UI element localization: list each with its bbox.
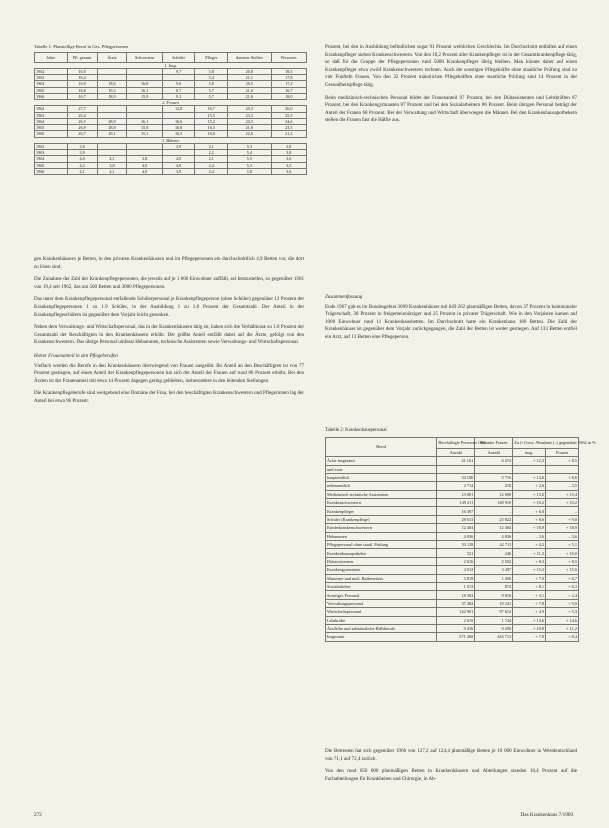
- table-cell: 18,9: [97, 93, 127, 99]
- table-cell: 2,2: [195, 150, 228, 156]
- table-cell: [475, 465, 513, 473]
- table-cell: Schüler (Krankenpflege): [326, 515, 437, 523]
- table-cell: 34 180: [437, 473, 475, 481]
- table-cell: Sozialarbeiter: [326, 583, 437, 591]
- table-cell: 2 616: [437, 557, 475, 565]
- right-column-summary: [325, 288, 577, 347]
- table-cell: + 8,5: [546, 557, 579, 565]
- table-cell: Wirtschaftspersonal: [326, 608, 437, 616]
- table-cell: hauptamtlich: [326, 473, 437, 481]
- table-cell: + 2,6: [513, 482, 546, 490]
- table-cell: Krankenschwestern: [326, 499, 437, 507]
- table-cell: 18,6: [97, 81, 127, 87]
- table-cell: + 6,8: [513, 507, 546, 515]
- table-cell: 13 081: [437, 490, 475, 498]
- table-cell: 25 822: [475, 515, 513, 523]
- table-cell: 2,1: [195, 156, 228, 162]
- paragraph: Vielfach werden die Berufe in den Krankenhäusern überwiegend von Frauen ausgeübt. Ihr Anteil an den Beschäftigten ist von 77 Prozent gestiegen, auf einen Anteil der Krankenpflegepersonen hat sich der Anteil der Frauen auf rund 86 Prozent erhöht. Bei den Ärzten ist der Frauenanteil mit etwa 14 Prozent dagegen gering geblieben, insbesondere in den leitenden Stellungen.: [34, 362, 304, 384]
- table-cell: nebenamtlich: [326, 482, 437, 490]
- table-cell: 16,8: [162, 125, 195, 131]
- table-cell: 16,5: [162, 131, 195, 137]
- table-cell: Krankenpfleger: [326, 507, 437, 515]
- table-cell: 5,4: [228, 150, 272, 156]
- table-cell: + 5,1: [546, 541, 579, 549]
- paragraph: Beim medizinisch-technischen Personal bildet der Frauenanteil 97 Prozent, bei den Diätassistenten und Lehrkräften 87 Prozent, bei den Krankengymnasten 87 Prozent und bei den Sozialarbeitern 86 Prozent. Beim übrigen Personal beträgt der Anteil der Frauen 68 Prozent. Bei der Verwaltung und Wirtschaft überwiegen die Männer. Bei den Krankenhausapothekern stellen die Frauen fast die Hälfte aus.: [325, 94, 577, 124]
- table-cell: Kinderkrankenschwestern: [326, 524, 437, 532]
- table-cell: 1 013: [437, 583, 475, 591]
- table-cell: 4,1: [97, 168, 127, 174]
- table-cell: – 3,6: [546, 532, 579, 540]
- table-cell: 42 711: [475, 541, 513, 549]
- table-cell: 1963: [35, 112, 68, 118]
- table-1-header-cell: Ärzte: [97, 52, 127, 62]
- table-cell: und zwar: [326, 465, 437, 473]
- table-cell: Insgesamt: [326, 633, 437, 641]
- section-heading: Hoher Frauenanteil in den Pflegeberufen: [34, 352, 118, 359]
- table-cell: 3,6: [271, 156, 306, 162]
- table-row: [326, 566, 579, 574]
- table-cell: 6 213: [475, 457, 513, 465]
- table-row: [326, 541, 579, 549]
- table-cell: [546, 465, 579, 473]
- table-cell: + 8,5: [546, 457, 579, 465]
- table-cell: + 7,0: [513, 574, 546, 582]
- table-cell: + 18,9: [513, 524, 546, 532]
- table-cell: 23,5: [228, 118, 272, 124]
- table-cell: 1 744: [475, 616, 513, 624]
- table-cell: + 13,6: [513, 616, 546, 624]
- paragraph: Das unter dem Krankenpflegepersonal entfallende Schülerpersonal je Krankenpflegeperson (ohne Schüler) gegenüber 12 Prozent der Krankenpflegepersonen 1 zu 1.9 Schüler, in der Ausbildung 1 zu 1.8 Prozent der Gesamtzahl. Der Anteil in der Krankenpflegeschülern ist gegenüber dem Vorjahr leicht gesunken.: [34, 296, 304, 318]
- table-cell: 18 302: [437, 591, 475, 599]
- table-cell: 218: [475, 482, 513, 490]
- table-cell: 15,5: [195, 112, 228, 118]
- table-cell: 17,2: [271, 81, 306, 87]
- table-cell: 4,0: [127, 162, 162, 168]
- table-cell: 3,6: [271, 168, 306, 174]
- left-column: [34, 256, 304, 411]
- table-cell: Krankengymnasten: [326, 566, 437, 574]
- table-cell: 15,9: [127, 93, 162, 99]
- table-row: [326, 574, 579, 582]
- table-cell: 26,4: [67, 112, 97, 118]
- table-cell: 27,7: [67, 106, 97, 112]
- table-cell: 1966: [35, 93, 68, 99]
- table-cell: + 2,4: [546, 591, 579, 599]
- table-cell: 26,7: [67, 131, 97, 137]
- table-cell: 12 690: [475, 490, 513, 498]
- table-cell: – 3,6: [513, 532, 546, 540]
- section-heading: Zusammenfassung: [325, 294, 363, 300]
- table-cell: 16,7: [271, 87, 306, 93]
- table-cell: 18,5: [271, 68, 306, 74]
- table-cell: 142 901: [437, 608, 475, 616]
- table-cell: 1964: [35, 118, 68, 124]
- table-cell: 53 118: [437, 541, 475, 549]
- table-cell: 3,9: [162, 143, 195, 149]
- table-cell: 3 819: [437, 574, 475, 582]
- table-row: [35, 168, 307, 174]
- table-cell: 4,0: [162, 156, 195, 162]
- table-cell: 4,1: [97, 156, 127, 162]
- table-cell: 16,4: [67, 75, 97, 81]
- table-1-header-cell: Personen: [271, 52, 306, 62]
- table-cell: 5,5: [228, 156, 272, 162]
- table-cell: 3,8: [127, 156, 162, 162]
- table-cell: + 9,0: [546, 599, 579, 607]
- table-cell: 3,8: [271, 150, 306, 156]
- table-cell: 16,7: [195, 106, 228, 112]
- table-cell: + 7,8: [513, 599, 546, 607]
- paragraph: Neben dem Verwaltungs- und Wirtschaftspersonal, das in der Krankenhäusern tätig ist, haben sich die Verhältnisse zu 1.8 Prozent der Gesamtzahl der Beschäftigten in den Krankenhäusern erhöht. Der größte Anteil entfällt dabei auf die Ärzte, gefolgt von den Krankenschwestern. Das übrige Personal umfasst Hebammen, technische Assistenten sowie Verwaltungs- und Wirtschaftspersonal.: [34, 324, 304, 346]
- table-cell: + 10,8: [513, 624, 546, 632]
- table-cell: 2 019: [437, 616, 475, 624]
- table-row: [326, 591, 579, 599]
- table-cell: 9 816: [475, 591, 513, 599]
- table-row: [326, 624, 579, 632]
- table-cell: Medizinisch-technische Assistenten: [326, 490, 437, 498]
- table-cell: + 3,1: [513, 591, 546, 599]
- table-cell: 9,1: [162, 93, 195, 99]
- table-cell: + 8,1: [513, 583, 546, 591]
- table-cell: + 8,6: [546, 473, 579, 481]
- table-2-subheader-cell: Anzahl: [437, 448, 475, 456]
- table-2-caption: Tabelle 2: Krankenhauspersonal: [325, 428, 387, 433]
- table-2: [325, 428, 596, 642]
- table-1-header-row: [35, 52, 307, 62]
- right-column-top: [325, 44, 577, 130]
- table-row: [326, 583, 579, 591]
- table-cell: [513, 465, 546, 473]
- table-row: [326, 507, 579, 515]
- table-cell: 97 612: [475, 608, 513, 616]
- table-cell: 2,4: [195, 168, 228, 174]
- table-2-header-row: [326, 437, 579, 448]
- table-cell: + 18,9: [546, 524, 579, 532]
- table-cell: + 16,0: [546, 549, 579, 557]
- table-cell: 1962: [35, 143, 68, 149]
- table-cell: 4 836: [475, 532, 513, 540]
- table-cell: + 10,2: [513, 499, 546, 507]
- table-1-header-cell: Pfl. gesamt: [67, 52, 97, 62]
- table-cell: + 8,6: [513, 515, 546, 523]
- table-cell: + 14,8: [513, 473, 546, 481]
- table-cell: 26,5: [67, 118, 97, 124]
- table-cell: 5,4: [195, 75, 228, 81]
- paragraph: Die Krankenpflegeberufe sind weitgehend eine Domäne der Frau, bei den beschäftigten Krankenschwestern und Pflegerinnen lag der Anteil bei etwa 96 Prozent.: [34, 390, 304, 404]
- table-cell: 18,0: [271, 93, 306, 99]
- paragraph: Die Betreuten hat sich gegenüber 1966 von 127,2 auf 124,4 planmäßige Betten je 10 000 Einwohner in Westdeutschland von 71,1 auf 72,4 zurück.: [325, 748, 577, 762]
- table-cell: 21,0: [228, 87, 272, 93]
- table-cell: 2 592: [475, 557, 513, 565]
- table-2-header-cell: darunter Frauen: [475, 437, 513, 448]
- table-cell: Sonstiges Personal: [326, 591, 437, 599]
- table-cell: 9 290: [475, 624, 513, 632]
- table-cell: 26,9: [67, 125, 97, 131]
- table-cell: + 11,2: [546, 624, 579, 632]
- table-1: [34, 44, 307, 175]
- table-1-header-cell: Jahre: [35, 52, 68, 62]
- table-row: [326, 515, 579, 523]
- table-cell: 148 910: [475, 499, 513, 507]
- table-cell: 16,1: [127, 118, 162, 124]
- table-cell: + 15,0: [546, 566, 579, 574]
- table-cell: + 5,3: [546, 608, 579, 616]
- table-cell: 2 714: [437, 482, 475, 490]
- paragraph: Prozent, bei den in Ausbildung befindlichen sogar 91 Prozent weiblichen Geschlechts. Im Durchschnitt entfallen auf einen Krankenpfleger sieben Krankenschwestern. Von den 10,2 Prozent aller Krankenpfleger ist in der Gesamtkrankenpflege tätig, so daß für die Gruppe der Pflegepersonen rund 5000 Krankenpfleger übrig bleiben. Man könnte daher auf einen Krankenpfleger etwa zwölf Krankenschwestern rechnen. Auch die sonstigen Pflegekräfte ohne staatliche Prüfung sind zu vier Fünfteln Frauen. Von den 32 Prozent männlichen Pflegekräften ohne staatliche Prüfung sind 14 Prozent in der Gesundheitspflege tätig.: [325, 44, 577, 88]
- table-cell: 15,8: [127, 125, 162, 131]
- table-cell: 16,5: [195, 125, 228, 131]
- table-cell: + 6,7: [546, 574, 579, 582]
- table-cell: 1962: [35, 106, 68, 112]
- table-cell: 1965: [35, 162, 68, 168]
- table-cell: 16,6: [195, 131, 228, 137]
- table-cell: 21,6: [228, 93, 272, 99]
- table-cell: 23,3: [228, 112, 272, 118]
- table-cell: 21,2: [271, 131, 306, 137]
- table-cell: + 12,3: [513, 457, 546, 465]
- paragraph: Die Zunahme der Zahl der Krankenpflegepersonen, die jeweils auf je 1 000 Einwohner auffällt, sei festzustellen, so gegenüber 1961 von 19,4 seit 1962, das um 500 Betten und 3000 Pflegepersonen.: [34, 276, 304, 290]
- table-cell: + 9,0: [546, 515, 579, 523]
- table-cell: 1963: [35, 150, 68, 156]
- table-cell: 4,0: [127, 168, 162, 174]
- table-cell: 16,9: [67, 68, 97, 74]
- table-cell: 16,8: [127, 81, 162, 87]
- table-cell: 2,1: [195, 143, 228, 149]
- table-cell: 19,3: [97, 87, 127, 93]
- table-2-header-cell: Beruf: [326, 437, 437, 456]
- table-cell: 3,5: [271, 162, 306, 168]
- table-cell: 5,7: [195, 93, 228, 99]
- table-cell: 5,7: [195, 87, 228, 93]
- table-row: [326, 499, 579, 507]
- paragraph: Ende 1967 gab es im Bundesgebiet 3609 Krankenhäuser mit 649 262 planmäßigen Betten, davon 37 Prozent in kommunaler Trägerschaft, 38 Prozent in freigemeinnütziger und 25 Prozent in privater Trägerschaft. Wie in den Vorjahren kamen auf 1000 Einwohner rund 11 Krankenhausbetten. Im Durchschnitt hatte ein Krankenhaus 180 Betten. Die Zahl der Krankenhäuser ist gegenüber dem Vorjahr zurückgegangen, die Zahl der Betten ist weiter gestiegen. Auf 133 Betten entfiel ein Arzt, auf 13 Betten eine Pflegeperson.: [325, 303, 577, 340]
- table-cell: 9 416: [437, 624, 475, 632]
- table-cell: –: [475, 507, 513, 515]
- table-cell: + 8,4: [546, 633, 579, 641]
- table-cell: 16,1: [127, 87, 162, 93]
- table-1-grid: [34, 52, 307, 176]
- table-cell: 5,3: [228, 143, 272, 149]
- table-cell: 3 497: [475, 566, 513, 574]
- table-cell: 20,5: [228, 81, 272, 87]
- table-cell: 874: [475, 583, 513, 591]
- table-1-section-title: 2. Frauen: [35, 100, 307, 106]
- table-cell: Hebammen: [326, 532, 437, 540]
- table-cell: 15,2: [195, 118, 228, 124]
- table-cell: 3,8: [97, 162, 127, 168]
- table-cell: 16,9: [67, 81, 97, 87]
- table-cell: + 6,3: [546, 583, 579, 591]
- paragraph: Von den rund 650 000 planmäßigen Betten in Krankenhäusern und Abteilungen standen 18,4 Prozent auf die Fachabteilungen für Krankheiten und Chirurgie, in Ab-: [325, 768, 577, 782]
- table-row: [326, 524, 579, 532]
- table-cell: 1966: [35, 168, 68, 174]
- table-1-header-cell: Schwestern: [127, 52, 162, 62]
- table-cell: + 4,9: [513, 608, 546, 616]
- table-1-body: [35, 62, 307, 175]
- table-cell: 16,7: [67, 93, 97, 99]
- table-row: [326, 473, 579, 481]
- table-1-caption: Tabelle 1: Planstellige Beruf in Ges. Pflegpersonen: [34, 44, 128, 49]
- table-cell: 1964: [35, 81, 68, 87]
- table-cell: 149 211: [437, 499, 475, 507]
- table-1-header-cell: Pfleger: [195, 52, 228, 62]
- table-1-header-cell: darunter Stellen: [228, 52, 272, 62]
- table-cell: 4 012: [437, 566, 475, 574]
- journal-name: Das Krankenhaus 7/1969: [520, 812, 573, 818]
- table-cell: Pflegepersonal ohne staatl. Prüfung: [326, 541, 437, 549]
- table-cell: 5,8: [195, 68, 228, 74]
- table-cell: 24,6: [271, 118, 306, 124]
- table-cell: 5,3: [228, 162, 272, 168]
- table-cell: Krankenhausapotheker: [326, 549, 437, 557]
- right-column-bottom: [325, 748, 577, 788]
- table-row: [326, 599, 579, 607]
- table-cell: 26,0: [271, 106, 306, 112]
- table-cell: 20,8: [228, 68, 272, 74]
- table-cell: 37 482: [437, 599, 475, 607]
- table-1-section-title: 3. Männer: [35, 137, 307, 143]
- table-row: [326, 482, 579, 490]
- table-cell: + 4,2: [513, 541, 546, 549]
- table-cell: 1963: [35, 75, 68, 81]
- table-cell: 21,9: [228, 125, 272, 131]
- table-cell: + 15,2: [513, 566, 546, 574]
- table-cell: 25,3: [228, 106, 272, 112]
- table-cell: 1964: [35, 156, 68, 162]
- table-row: [326, 633, 579, 641]
- table-cell: 16,8: [67, 87, 97, 93]
- table-cell: 25,5: [271, 112, 306, 118]
- table-row: [326, 608, 579, 616]
- table-cell: Lehrkräfte: [326, 616, 437, 624]
- table-cell: 1965: [35, 125, 68, 131]
- table-cell: 4,0: [162, 162, 195, 168]
- table-cell: 21,1: [228, 75, 272, 81]
- table-cell: 28,8: [97, 125, 127, 131]
- page-number: 272: [34, 812, 42, 818]
- table-cell: 5,8: [228, 168, 272, 174]
- table-cell: + 7,8: [513, 633, 546, 641]
- table-cell: + 14,6: [546, 616, 579, 624]
- table-cell: 4,1: [67, 168, 97, 174]
- table-cell: 22,6: [228, 131, 272, 137]
- table-row: [326, 465, 579, 473]
- table-cell: 3,9: [67, 150, 97, 156]
- table-cell: 1965: [35, 87, 68, 93]
- table-cell: 29,1: [97, 131, 127, 137]
- table-1-header-cell: Schüler: [162, 52, 195, 62]
- table-cell: [437, 465, 475, 473]
- table-cell: 28,9: [97, 118, 127, 124]
- table-cell: + 15,4: [546, 490, 579, 498]
- table-cell: 1962: [35, 68, 68, 74]
- table-cell: + 11,3: [513, 549, 546, 557]
- table-cell: 1966: [35, 131, 68, 137]
- table-2-subheader-cell: Anzahl: [475, 448, 513, 456]
- table-2-subheader-cell: Frauen: [546, 448, 579, 456]
- table-cell: + 10,2: [546, 499, 579, 507]
- table-cell: 23,5: [271, 125, 306, 131]
- table-cell: Masseure und med. Bademeister: [326, 574, 437, 582]
- table-cell: + 8,3: [513, 557, 546, 565]
- table-cell: 28 613: [437, 515, 475, 523]
- table-cell: 3,9: [162, 168, 195, 174]
- table-1-section-title: 1. Insg.: [35, 62, 307, 68]
- table-cell: 4,2: [67, 162, 97, 168]
- table-cell: + 15,0: [513, 490, 546, 498]
- table-cell: 521: [437, 549, 475, 557]
- table-cell: 18 241: [475, 599, 513, 607]
- table-cell: 41 161: [437, 457, 475, 465]
- table-cell: 9,6: [162, 81, 195, 87]
- table-cell: 5 716: [475, 473, 513, 481]
- table-cell: 3,8: [67, 143, 97, 149]
- table-cell: Diätassistenten: [326, 557, 437, 565]
- table-row: [326, 532, 579, 540]
- paragraph: gen Krankenhäusern je Betten, in den privaten Krankenhäusern und im Pflegepersonen ein durchschnittlich 4,9 Betten vor, die dort zu lösen sind.: [34, 256, 304, 270]
- table-2-grid: [325, 437, 596, 642]
- table-cell: 16,6: [162, 118, 195, 124]
- table-cell: – 3,5: [546, 482, 579, 490]
- table-cell: 9,7: [162, 68, 195, 74]
- table-cell: –: [546, 507, 579, 515]
- table-cell: 1 456: [475, 574, 513, 582]
- table-2-header-cell: Beschäftigte Personen 1966: [437, 437, 475, 448]
- table-cell: Ärztliche und zahnärztliche Hilfsberufe: [326, 624, 437, 632]
- table-cell: 8,7: [162, 87, 195, 93]
- table-2-body: [326, 457, 579, 642]
- table-cell: 2,4: [195, 162, 228, 168]
- table-2-subheader-cell: insg.: [513, 448, 546, 456]
- table-cell: 12 404: [475, 524, 513, 532]
- table-cell: 444 713: [475, 633, 513, 641]
- table-cell: 5,8: [195, 81, 228, 87]
- table-row: [326, 616, 579, 624]
- table-cell: 4,0: [67, 156, 97, 162]
- table-cell: 571 268: [437, 633, 475, 641]
- table-row: [326, 490, 579, 498]
- table-row: [326, 457, 579, 465]
- table-row: [326, 557, 579, 565]
- table-cell: 15,1: [127, 131, 162, 137]
- table-cell: 12,8: [162, 106, 195, 112]
- table-cell: 17,8: [271, 75, 306, 81]
- table-cell: Ärzte insgesamt: [326, 457, 437, 465]
- table-cell: 246: [475, 549, 513, 557]
- table-cell: Verwaltungspersonal: [326, 599, 437, 607]
- table-cell: 4 836: [437, 532, 475, 540]
- table-cell: 12 404: [437, 524, 475, 532]
- table-cell: 3,8: [271, 143, 306, 149]
- table-row: [326, 549, 579, 557]
- table-cell: 16 497: [437, 507, 475, 515]
- table-2-header-cell: Zu (+) bzw. Abnahme (–) gegenüber 1962 in %: [513, 437, 579, 448]
